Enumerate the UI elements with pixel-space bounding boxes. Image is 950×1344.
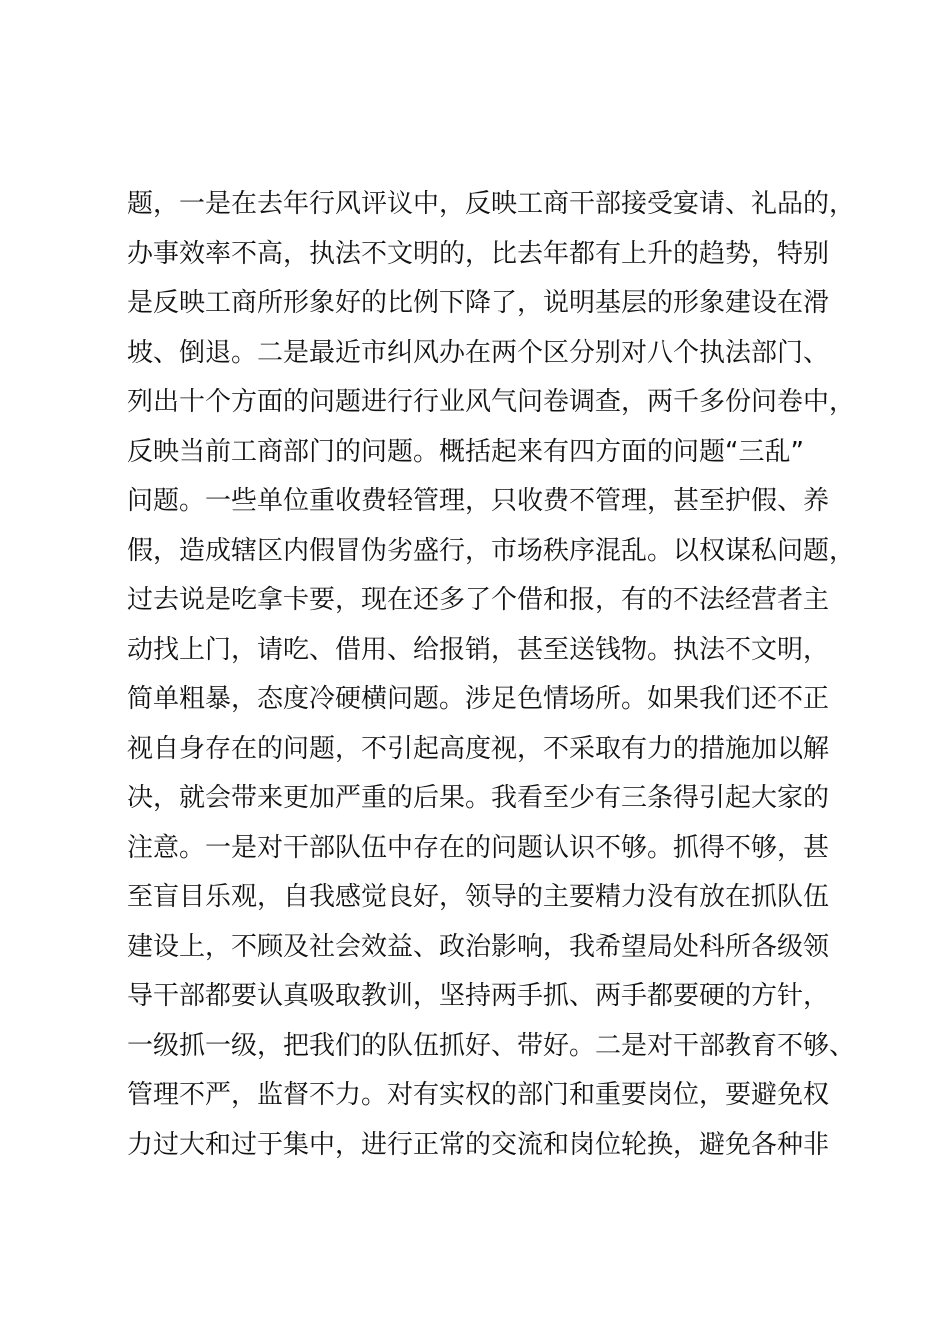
text-line: 动找上门，请吃、借用、给报销，甚至送钱物。执法不文明， xyxy=(127,634,830,665)
text-line: 列出十个方面的问题进行行业风气问卷调查，两千多份问卷中， xyxy=(127,387,856,417)
text-line: 管理不严，监督不力。对有实权的部门和重要岗位，要避免权 xyxy=(127,1080,830,1110)
text-line: 建设上，不顾及社会效益、政治影响，我希望局处科所各级领 xyxy=(127,931,830,962)
text-line: 是反映工商所形象好的比例下降了，说明基层的形象建设在滑 xyxy=(127,288,830,318)
text-line: 反映当前工商部门的问题。概括起来有四方面的问题“三乱” xyxy=(127,436,804,467)
body-text xyxy=(127,180,867,1170)
text-line: 假，造成辖区内假冒伪劣盛行，市场秩序混乱。以权谋私问题， xyxy=(127,535,856,566)
text-line: 题，一是在去年行风评议中，反映工商干部接受宴请、礼品的， xyxy=(127,189,856,219)
text-line: 导干部都要认真吸取教训，坚持两手抓、两手都要硬的方针， xyxy=(127,981,830,1011)
text-line: 注意。一是对干部队伍中存在的问题认识不够。抓得不够，甚 xyxy=(127,832,830,863)
text-line: 过去说是吃拿卡要，现在还多了个借和报，有的不法经营者主 xyxy=(127,585,830,615)
text-line: 至盲目乐观，自我感觉良好，领导的主要精力没有放在抓队伍 xyxy=(127,882,830,912)
text-line: 一级抓一级，把我们的队伍抓好、带好。二是对干部教育不够、 xyxy=(127,1030,856,1061)
text-line: 问题。一些单位重收费轻管理，只收费不管理，甚至护假、养 xyxy=(127,486,830,516)
text-line: 力过大和过于集中，进行正常的交流和岗位轮换，避免各种非 xyxy=(127,1129,830,1160)
text-line: 决，就会带来更加严重的后果。我看至少有三条得引起大家的 xyxy=(127,783,830,813)
text-line: 坡、倒退。二是最近市纠风办在两个区分别对八个执法部门、 xyxy=(127,337,830,368)
text-line: 简单粗暴，态度冷硬横问题。涉足色情场所。如果我们还不正 xyxy=(127,684,830,714)
text-line: 办事效率不高，执法不文明的，比去年都有上升的趋势，特别 xyxy=(127,238,830,269)
text-line: 视自身存在的问题，不引起高度视，不采取有力的措施加以解 xyxy=(127,733,830,764)
